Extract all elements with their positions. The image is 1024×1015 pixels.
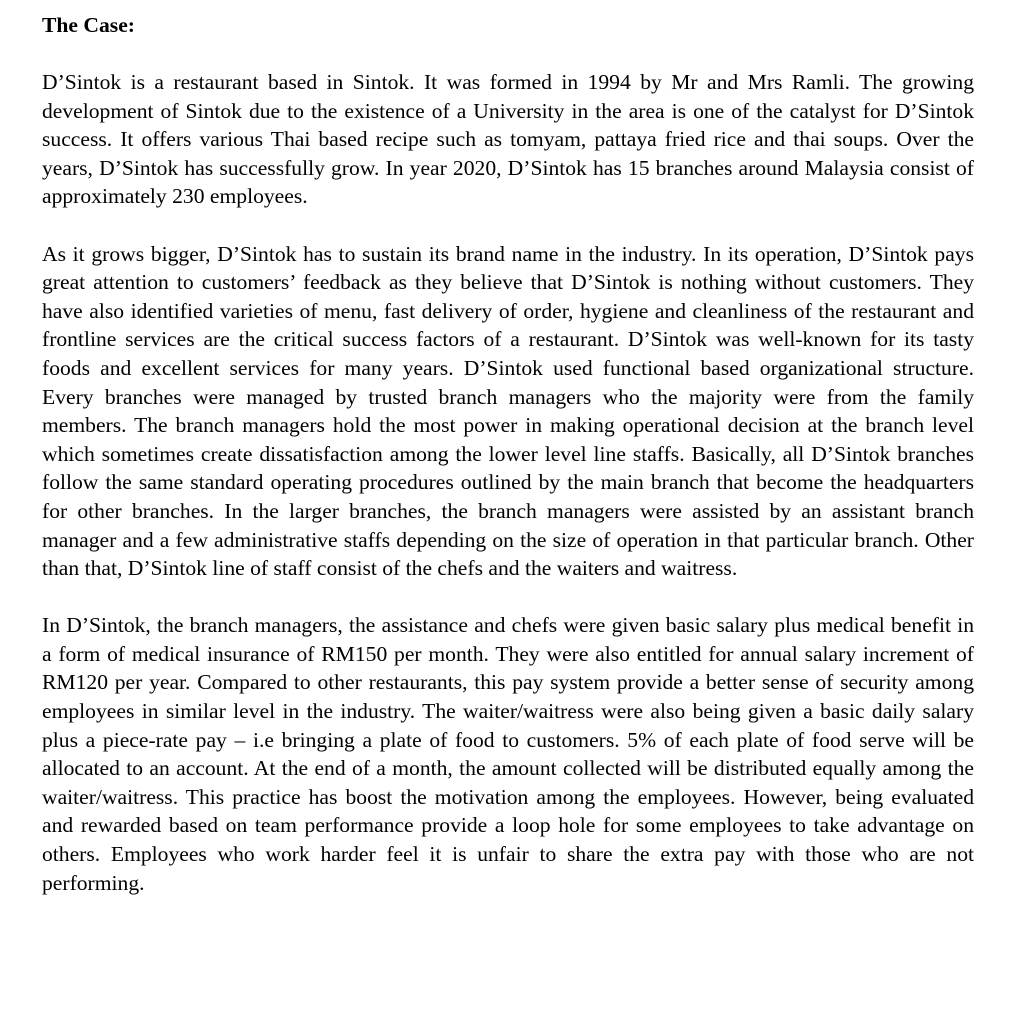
paragraph-pay-system: In D’Sintok, the branch managers, the assistance and chefs were given basic salary plus medical benefit in a form of medical insurance of RM150 per month. They were also entitled for annual salary increment of RM120 per year. Compared to other restaurants, this pay system provide a better sense of security among employees in similar level in the industry. The waiter/waitress were also being given a basic daily salary plus a piece-rate pay – i.e bringing a plate of food to customers. 5% of each plate of food serve will be allocated to an account. At the end of a month, the amount collected will be distributed equally among the waiter/waitress. This practice has boost the motivation among the employees. However, being evaluated and rewarded based on team performance provide a loop hole for some employees to take advantage on others. Employees who work harder feel it is unfair to share the extra pay with those who are not performing. <box>42 613 974 895</box>
case-heading: The Case: <box>42 13 135 37</box>
document-body <box>42 10 974 897</box>
paragraph-company-background: D’Sintok is a restaurant based in Sintok. It was formed in 1994 by Mr and Mrs Ramli. The growing development of Sintok due to the existence of a University in the area is one of the catalyst for D’Sintok success. It offers various Thai based recipe such as tomyam, pattaya fried rice and thai soups. Over the years, D’Sintok has successfully grow. In year 2020, D’Sintok has 15 branches around Malaysia consist of approximately 230 employees. <box>42 70 974 209</box>
paragraph-operations-structure: As it grows bigger, D’Sintok has to sustain its brand name in the industry. In its operation, D’Sintok pays great attention to customers’ feedback as they believe that D’Sintok is nothing without customers. They have also identified varieties of menu, fast delivery of order, hygiene and cleanliness of the restaurant and frontline services are the critical success factors of a restaurant. D’Sintok was well-known for its tasty foods and excellent services for many years. D’Sintok used functional based organizational structure. Every branches were managed by trusted branch managers who the majority were from the family members. The branch managers hold the most power in making operational decision at the branch level which sometimes create dissatisfaction among the lower level line staffs. Basically, all D’Sintok branches follow the same standard operating procedures outlined by the main branch that become the headquarters for other branches. In the larger branches, the branch managers were assisted by an assistant branch manager and a few administrative staffs depending on the size of operation in that particular branch. Other than that, D’Sintok line of staff consist of the chefs and the waiters and waitress. <box>42 241 974 581</box>
